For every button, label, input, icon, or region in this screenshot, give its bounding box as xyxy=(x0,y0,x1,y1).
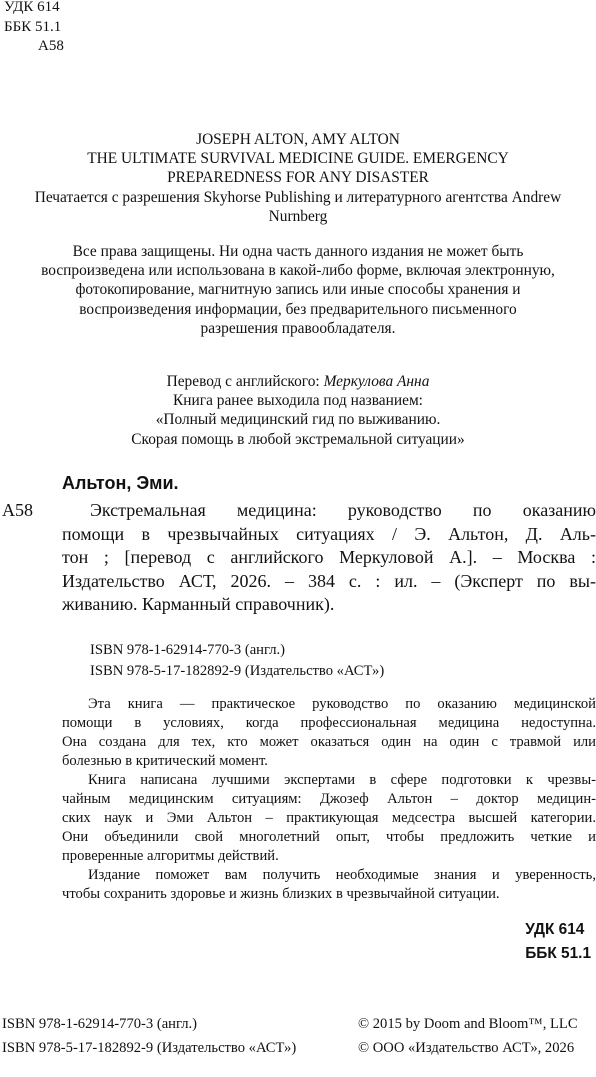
copyright-line: © 2015 by Doom and Bloom™, LLC xyxy=(358,1016,578,1032)
annotation-line: чайным медицинским ситуациям: Джозеф Альтон – доктор медицин- xyxy=(62,791,596,807)
footer-isbn xyxy=(2,1012,296,1060)
biblio-line: живанию. Карманный справочник). xyxy=(62,594,335,614)
annotation-line: Издание поможет вам получить необходимые знания и уверенность, xyxy=(88,867,596,883)
bibliographic-description xyxy=(62,499,596,617)
original-title-line: PREPAREDNESS FOR ANY DISASTER xyxy=(167,169,429,187)
annotation xyxy=(62,695,596,904)
isbn-line: ISBN 978-5-17-182892-9 (Издательство «АСТ») xyxy=(90,663,385,679)
original-authors: JOSEPH ALTON, AMY ALTON xyxy=(196,131,400,148)
previous-title-line: Книга ранее выходила под названием: xyxy=(173,392,423,410)
previous-title-line: Скорая помощь в любой экстремальной ситуации» xyxy=(131,430,465,448)
classification-codes xyxy=(4,0,64,57)
udk-code: УДК 614 xyxy=(525,921,585,938)
original-edition-info xyxy=(0,130,596,226)
permission-line: Nurnberg xyxy=(268,207,328,225)
annotation-line: Они объединили свой многолетний опыт, чтобы предложить четкие и xyxy=(62,829,596,845)
bbk-code: ББК 51.1 xyxy=(525,945,591,962)
rights-notice xyxy=(0,242,596,338)
permission-line: Печатается с разрешения Skyhorse Publishing и литературного агентства Andrew xyxy=(34,188,562,206)
translator-name: Меркулова Анна xyxy=(323,373,430,390)
isbn-line: ISBN 978-5-17-182892-9 (Издательство «АСТ») xyxy=(2,1040,297,1056)
biblio-line: помощи в чрезвычайных ситуациях / Э. Альтон, Д. Аль- xyxy=(62,523,596,544)
annotation-paragraph xyxy=(62,695,596,771)
previous-title-line: «Полный медицинский гид по выживанию. xyxy=(155,411,441,429)
bibliographic-code: А58 xyxy=(2,500,33,520)
udk-code: УДК 614 xyxy=(4,0,60,15)
footer-copyright xyxy=(358,1012,578,1060)
annotation-line: ских наук и Эми Альтон – практикующая медсестра высшей категории. xyxy=(62,810,596,826)
annotation-line: помощи в условиях, когда профессиональная медицина недоступна. xyxy=(62,715,596,731)
biblio-line: Издательство АСТ, 2026. – 384 с. : ил. – (Эксперт по вы- xyxy=(62,570,596,591)
isbn-list xyxy=(90,640,384,682)
isbn-line: ISBN 978-1-62914-770-3 (англ.) xyxy=(90,642,286,658)
annotation-line: болезнью в критический момент. xyxy=(62,753,268,769)
annotation-paragraph xyxy=(62,866,596,904)
biblio-line: тон ; [перевод с английского Меркуловой А.]. – Москва : xyxy=(62,547,596,567)
biblio-line: Экстремальная медицина: руководство по оказанию xyxy=(90,500,596,520)
bottom-classification-codes xyxy=(525,918,591,966)
original-title-line: THE ULTIMATE SURVIVAL MEDICINE GUIDE. EMERGENCY xyxy=(87,150,509,168)
author-mark: А58 xyxy=(38,38,64,54)
annotation-line: Книга написана лучшими экспертами в сфере подготовки к чрезвы- xyxy=(88,772,596,788)
rights-line: воспроизведена или использована в какой-либо форме, включая электронную, xyxy=(41,262,555,280)
annotation-line: чтобы сохранить здоровье и жизнь близких в чрезвычайной ситуации. xyxy=(62,886,500,902)
copyright-line: © ООО «Издательство АСТ», 2026 xyxy=(358,1040,575,1056)
annotation-line: Эта книга — практическое руководство по оказанию медицинской xyxy=(88,696,596,712)
annotation-line: проверенные алгоритмы действий. xyxy=(62,848,279,864)
annotation-paragraph xyxy=(62,771,596,866)
rights-line: разрешения правообладателя. xyxy=(200,319,396,337)
bbk-code: ББК 51.1 xyxy=(4,18,62,35)
isbn-line: ISBN 978-1-62914-770-3 (англ.) xyxy=(2,1016,198,1032)
translation-info xyxy=(0,372,596,449)
annotation-line: Она создана для тех, кто может оказаться один на один с травмой или xyxy=(62,734,596,750)
translator-line xyxy=(0,372,596,391)
author-heading: Альтон, Эми. xyxy=(62,473,179,493)
rights-line: Все права защищены. Ни одна часть данного издания не может быть xyxy=(72,243,524,260)
rights-line: фотокопирование, магнитную запись или иные способы хранения и xyxy=(75,281,521,299)
translator-label: Перевод с английского: xyxy=(166,373,324,390)
rights-line: воспроизведения информации, без предварительного письменного xyxy=(79,300,517,318)
